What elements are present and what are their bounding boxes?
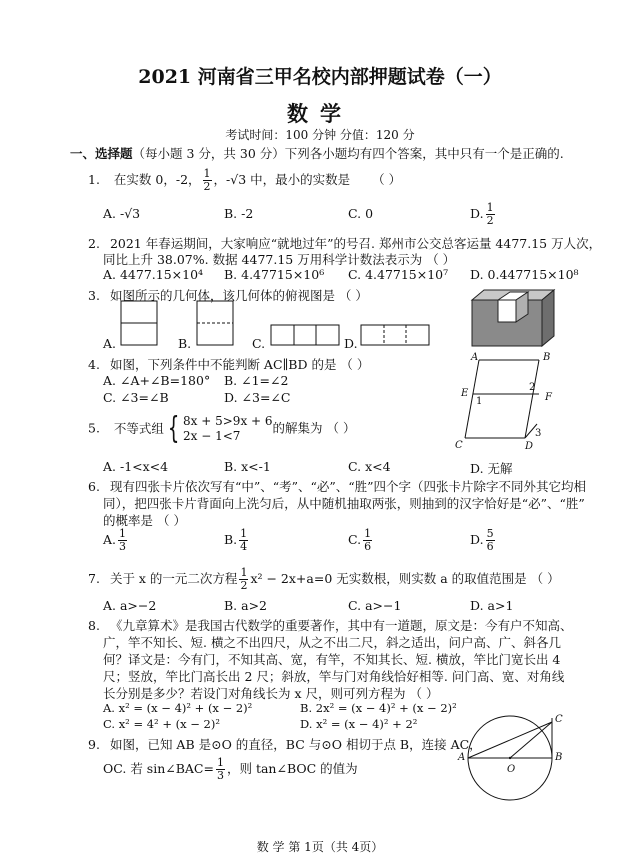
q8-option-a: A. x² = (x − 4)² + (x − 2)² — [103, 701, 253, 715]
q2-text-1: 2021 年春运期间，大家响应“就地过年”的号召. 郑州市公交总客运量 4477.15 万人次， — [109, 236, 602, 251]
q8-line3: 何？译文是：今有门，不知其高、宽，有竿，不知其长、短. 横放，竿比门宽长出 4 — [103, 652, 561, 667]
q9-fraction — [216, 757, 225, 782]
q9-line1 — [88, 735, 482, 753]
q4-label-e: E — [461, 388, 469, 399]
q2-option-b: B. 4.47715×10⁶ — [224, 267, 325, 282]
q4-label-1: 1 — [476, 396, 483, 407]
q3-view-d — [360, 324, 432, 348]
q3-option-a: A. — [103, 336, 117, 351]
q7-text-pre: 关于 x 的一元二次方程 — [109, 571, 238, 586]
q9-text-1: 如图，已知 AB 是⊙O 的直径，BC 与⊙O 相切于点 B，连接 AC， — [109, 737, 482, 752]
q6-line1 — [88, 477, 586, 495]
q2-number: 2. — [88, 236, 100, 251]
q6-number: 6. — [88, 479, 100, 494]
q3-option-d: D. — [344, 336, 358, 351]
q8-line2: 广，竿不知长、短. 横之不出四尺，从之不出二尺，斜之适出，问户高、广、斜各几 — [103, 635, 561, 650]
q6-option-d — [470, 528, 497, 553]
q6-option-c — [348, 528, 374, 553]
q6-option-a — [103, 528, 129, 553]
q1-option-d-label: D. — [470, 206, 484, 221]
q5-option-b: B. x<-1 — [224, 459, 271, 474]
q4-label-d: D — [525, 441, 534, 452]
q4-label-a: A — [471, 352, 479, 363]
q2-option-c: C. 4.47715×10⁷ — [348, 267, 449, 282]
q6-option-a-num: 1 — [119, 527, 127, 540]
q7-option-c: C. a>−1 — [348, 598, 402, 613]
q5-system — [183, 414, 273, 444]
q5-eq1: 8x + 5>9x + 6 — [183, 414, 273, 428]
q8-text-1: 《九章算术》是我国古代数学的重要著作，其中有一道题，原文是：今有户不知高、 — [109, 618, 573, 633]
q4-option-c: C. ∠3=∠B — [103, 390, 169, 405]
q8-line1 — [88, 616, 572, 634]
q1-stem — [88, 168, 401, 193]
q1-frac-den: 2 — [203, 180, 211, 193]
q8-option-d: D. x² = (x − 4)² + 2² — [300, 717, 418, 731]
q1-number: 1. — [88, 172, 100, 187]
q1-text-pre: 在实数 0，-2， — [113, 172, 201, 187]
q4-label-f: F — [545, 392, 552, 403]
q9-circle-figure — [458, 712, 572, 812]
q6-option-c-num: 1 — [364, 527, 372, 540]
q3-text: 如图所示的几何体，该几何体的俯视图是 （ ） — [109, 288, 368, 303]
q5-eq2: 2x − 1<7 — [183, 429, 241, 443]
q9-label-c: C — [555, 714, 563, 725]
q6-option-b-num: 1 — [240, 527, 248, 540]
q4-number: 4. — [88, 357, 100, 372]
q5-number: 5. — [88, 420, 100, 436]
q2-option-d: D. 0.447715×10⁸ — [470, 267, 579, 282]
q1-frac-num: 1 — [203, 167, 211, 180]
q3-option-b: B. — [178, 336, 192, 351]
q6-option-a-label: A. — [103, 532, 117, 547]
q3-view-c — [270, 324, 342, 348]
q6-option-b — [224, 528, 250, 553]
q6-text-1: 现有四张卡片依次写有“中”、“考”、“必”、“胜”四个字（四张卡片除字不同外其它均相 — [109, 479, 587, 494]
q5-option-d: D. 无解 — [470, 461, 513, 476]
section-heading — [70, 144, 564, 162]
q6-option-b-den: 4 — [240, 540, 248, 553]
q4-label-b: B — [543, 352, 551, 363]
q6-line3: 的概率是 （ ） — [103, 513, 186, 528]
q7-fraction — [239, 567, 248, 592]
q6-option-c-label: C. — [348, 532, 362, 547]
q1-option-d-num: 1 — [486, 201, 494, 214]
q4-text: 如图，下列条件中不能判断 AC∥BD 的是 （ ） — [109, 357, 370, 372]
q5-option-a: A. -1<x<4 — [103, 459, 169, 474]
q9-line2 — [103, 757, 358, 782]
q9-label-b: B — [555, 752, 563, 763]
q5-text-post: 的解集为 （ ） — [272, 420, 356, 436]
q1-answer-paren: （ ） — [372, 172, 402, 187]
q7-stem — [88, 567, 560, 592]
q1-option-d-den: 2 — [486, 214, 494, 227]
q6-option-d-den: 6 — [486, 540, 494, 553]
q3-view-a — [120, 300, 160, 348]
q9-number: 9. — [88, 737, 100, 752]
q1-text-mid: ，-√3 中，最小的实数是 — [213, 172, 351, 187]
q9-frac-num: 1 — [216, 756, 224, 769]
q7-text-post: x² − 2x+a=0 无实数根，则实数 a 的取值范围是 （ ） — [250, 571, 560, 586]
q5-option-c: C. x<4 — [348, 459, 391, 474]
q1-option-a: A. -√3 — [103, 206, 141, 221]
q1-option-b: B. -2 — [224, 206, 254, 221]
section-instruction: （每小题 3 分，共 30 分）下列各小题均有四个答案，其中只有一个是正确的. — [132, 146, 564, 161]
q8-line4: 尺；竖放，竿比门高长出 2 尺；斜放，竿与门对角线恰好相等. 问门高、宽、对角线 — [103, 669, 565, 684]
q1-option-c: C. 0 — [348, 206, 374, 221]
q9-text-post: ，则 tan∠BOC 的值为 — [226, 761, 358, 776]
q3-view-b — [196, 300, 236, 348]
subject-heading: 数学 — [287, 101, 353, 126]
page-footer: 数 学 第 1页（共 4页） — [256, 840, 384, 854]
q6-option-a-den: 3 — [119, 540, 127, 553]
q4-label-2: 2 — [529, 382, 536, 393]
q7-option-d: D. a>1 — [470, 598, 514, 613]
q6-option-d-label: D. — [470, 532, 484, 547]
q9-text-pre: OC. 若 sin∠BAC= — [103, 761, 214, 776]
q8-number: 8. — [88, 618, 100, 633]
q8-option-c: C. x² = 4² + (x − 2)² — [103, 717, 220, 731]
q6-option-c-den: 6 — [364, 540, 372, 553]
q1-option-d — [470, 202, 497, 227]
q9-frac-den: 3 — [216, 769, 224, 782]
q5-stem — [88, 411, 356, 446]
q4-option-d: D. ∠3=∠C — [224, 390, 291, 405]
q7-frac-num: 1 — [240, 566, 248, 579]
q4-figure — [455, 352, 565, 452]
q2-line2: 同比上升 38.07%. 数据 4477.15 万用科学计数法表示为 （ ） — [103, 252, 456, 267]
q8-option-b: B. 2x² = (x − 4)² + (x − 2)² — [300, 701, 457, 715]
q6-option-b-label: B. — [224, 532, 238, 547]
q8-line5: 长分别是多少？若设门对角线长为 x 尺，则可列方程为 （ ） — [103, 686, 439, 701]
q4-option-b: B. ∠1=∠2 — [224, 373, 289, 388]
q7-frac-den: 2 — [240, 579, 248, 592]
q4-stem — [88, 355, 369, 373]
q3-number: 3. — [88, 288, 100, 303]
q7-option-b: B. a>2 — [224, 598, 268, 613]
q3-option-c: C. — [252, 336, 266, 351]
q4-label-3: 3 — [535, 428, 542, 439]
q5-brace: { — [167, 411, 180, 446]
exam-title: 2021 河南省三甲名校内部押题试卷（一） — [138, 66, 502, 88]
q6-line2: 同），把四张卡片背面向上洗匀后，从中随机抽取两张，则抽到的汉字恰好是“必”、“胜” — [103, 496, 585, 511]
q9-label-a: A — [458, 752, 466, 763]
q7-number: 7. — [88, 571, 100, 586]
q2-option-a: A. 4477.15×10⁴ — [103, 267, 204, 282]
q7-option-a: A. a>−2 — [103, 598, 157, 613]
q9-label-o: O — [507, 764, 516, 775]
q1-fraction — [203, 168, 212, 193]
section-label: 一、选择题 — [70, 146, 133, 161]
q6-option-d-num: 5 — [486, 527, 494, 540]
q4-option-a: A. ∠A+∠B=180° — [103, 373, 211, 388]
q5-text-pre: 不等式组 — [113, 420, 164, 436]
exam-info: 考试时间：100 分钟 分值：120 分 — [225, 128, 415, 142]
q3-solid-figure — [470, 288, 560, 350]
q4-label-c: C — [455, 440, 463, 451]
